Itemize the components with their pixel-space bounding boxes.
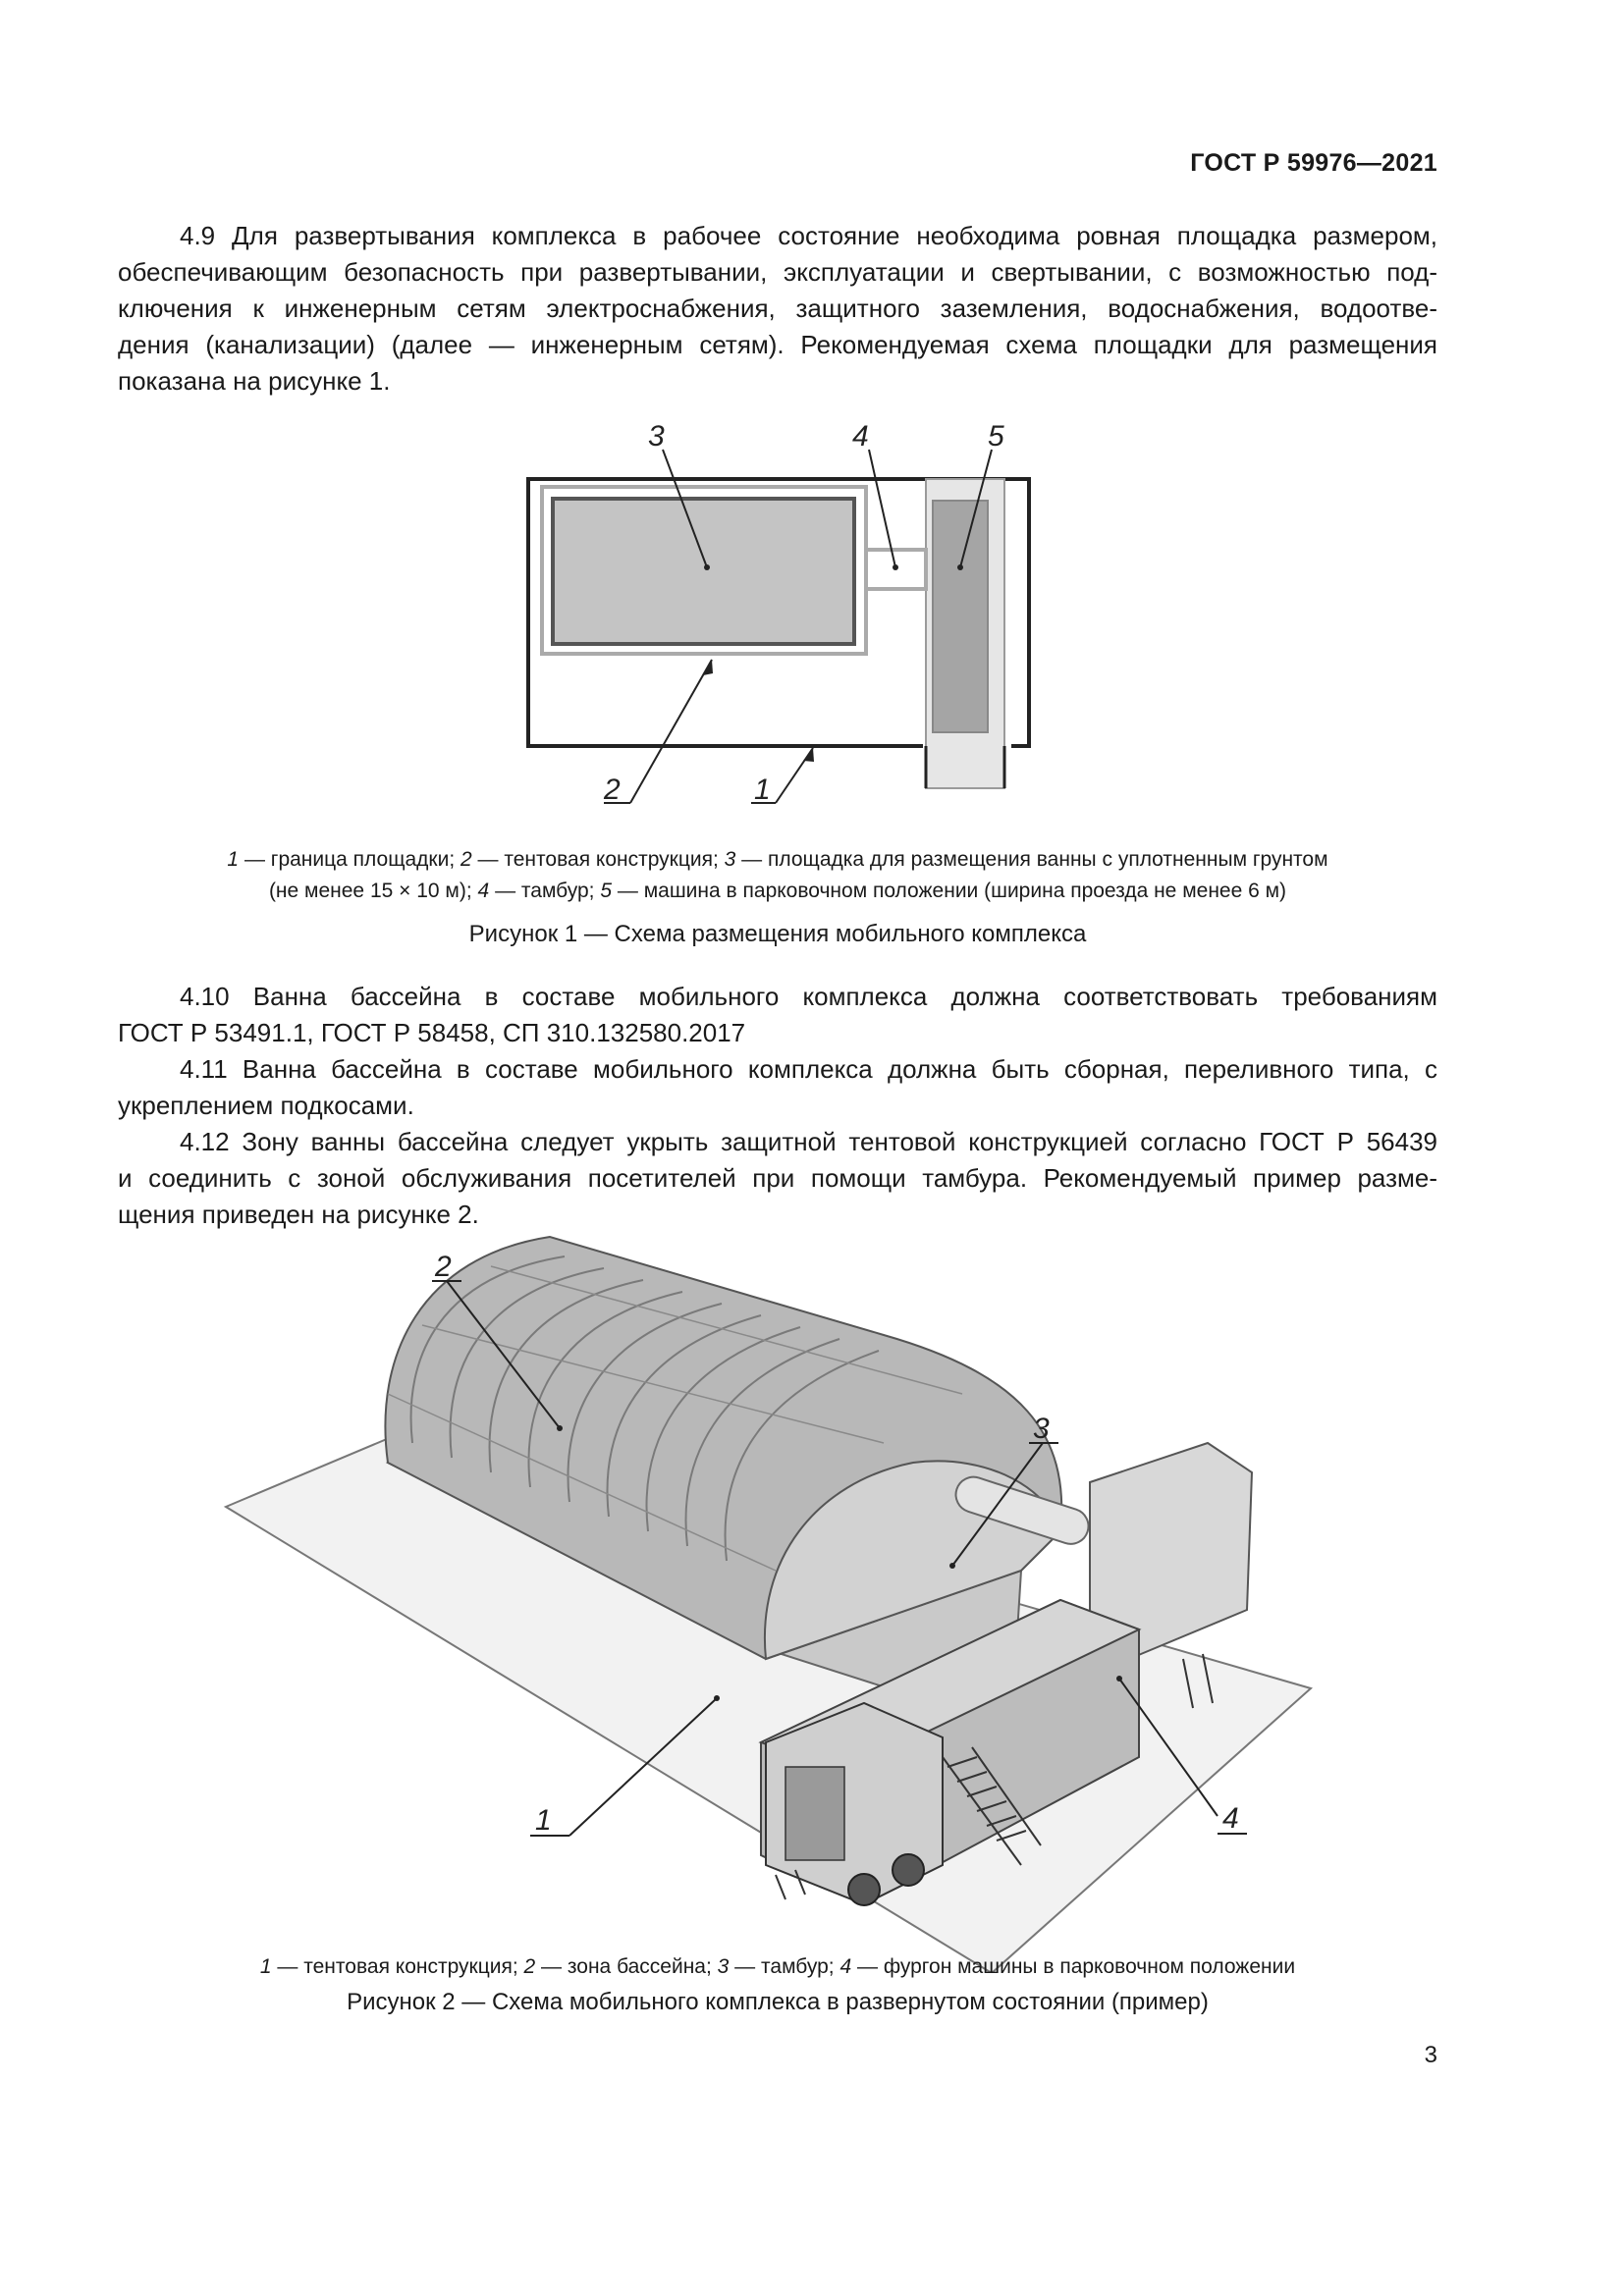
para-line: щения приведен на рисунке 2.	[118, 1200, 479, 1229]
page-number: 3	[1424, 2042, 1437, 2068]
para-line: показана на рисунке 1.	[118, 366, 391, 396]
fig2-label-1: 1	[535, 1804, 552, 1837]
fig1-label-3: 3	[648, 420, 665, 453]
document-header: ГОСТ Р 59976—2021	[1190, 149, 1437, 177]
figure-2-illustration	[0, 1227, 1624, 1973]
section-4-10	[118, 979, 1437, 1051]
fig1-label-4: 4	[852, 420, 869, 453]
fig2-label-4: 4	[1222, 1802, 1239, 1835]
vehicle	[933, 501, 988, 732]
para-line: 4.11 Ванна бассейна в составе мобильного комплекса должна быть сборная, переливного типа, с	[180, 1054, 1437, 1084]
figure-2-legend: 1 — тентовая конструкция; 2 — зона бассейна; 3 — тамбур; 4 — фургон машины в парковочном положении	[259, 1955, 1296, 1978]
legend-line: (не менее 15 × 10 м); 4 — тамбур; 5 — машина в парковочном положении (ширина проезда не менее 6 м)	[268, 880, 1287, 902]
para-line: ключения к инженерным сетям электроснабжения, защитного заземления, водоснабжения, водоотве-	[118, 294, 1437, 323]
section-4-9	[118, 218, 1437, 400]
figure-1-title: Рисунок 1 — Схема размещения мобильного комплекса	[468, 921, 1087, 947]
para-line: ГОСТ Р 53491.1, ГОСТ Р 58458, СП 310.132580.2017	[118, 1018, 746, 1047]
para-line: и соединить с зоной обслуживания посетителей при помощи тамбура. Рекомендуемый пример разме-	[118, 1163, 1437, 1193]
fig1-label-5: 5	[988, 420, 1004, 453]
fig2-label-2: 2	[435, 1251, 452, 1283]
legend-line: 1 — граница площадки; 2 — тентовая конструкция; 3 — площадка для размещения ванны с уплотненным грунтом	[227, 848, 1328, 871]
section-4-11	[118, 1051, 1437, 1124]
fig1-label-2: 2	[604, 774, 621, 806]
pool-pad	[553, 499, 854, 644]
figure-2-title: Рисунок 2 — Схема мобильного комплекса в развернутом состоянии (пример)	[347, 1989, 1209, 2015]
para-line: 4.10 Ванна бассейна в составе мобильного комплекса должна соответствовать требованиям	[180, 982, 1437, 1011]
fig2-label-3: 3	[1033, 1413, 1050, 1445]
para-line: обеспечивающим безопасность при развертывании, эксплуатации и свертывании, с возможностью под-	[118, 257, 1437, 287]
wheel	[893, 1854, 924, 1886]
section-4-12	[118, 1124, 1437, 1233]
figure-1-diagram	[0, 412, 1624, 825]
figure-1-legend	[118, 844, 1437, 907]
para-line: 4.9 Для развертывания комплекса в рабочее состояние необходима ровная площадка размером,	[180, 221, 1437, 250]
para-line: 4.12 Зону ванны бассейна следует укрыть защитной тентовой конструкцией согласно ГОСТ Р 56439	[180, 1127, 1437, 1156]
para-line: дения (канализации) (далее — инженерным сетям). Рекомендуемая схема площадки для размещения	[118, 330, 1437, 359]
wheel	[848, 1874, 880, 1905]
fig1-label-1: 1	[754, 774, 771, 806]
para-line: укреплением подкосами.	[118, 1091, 414, 1120]
